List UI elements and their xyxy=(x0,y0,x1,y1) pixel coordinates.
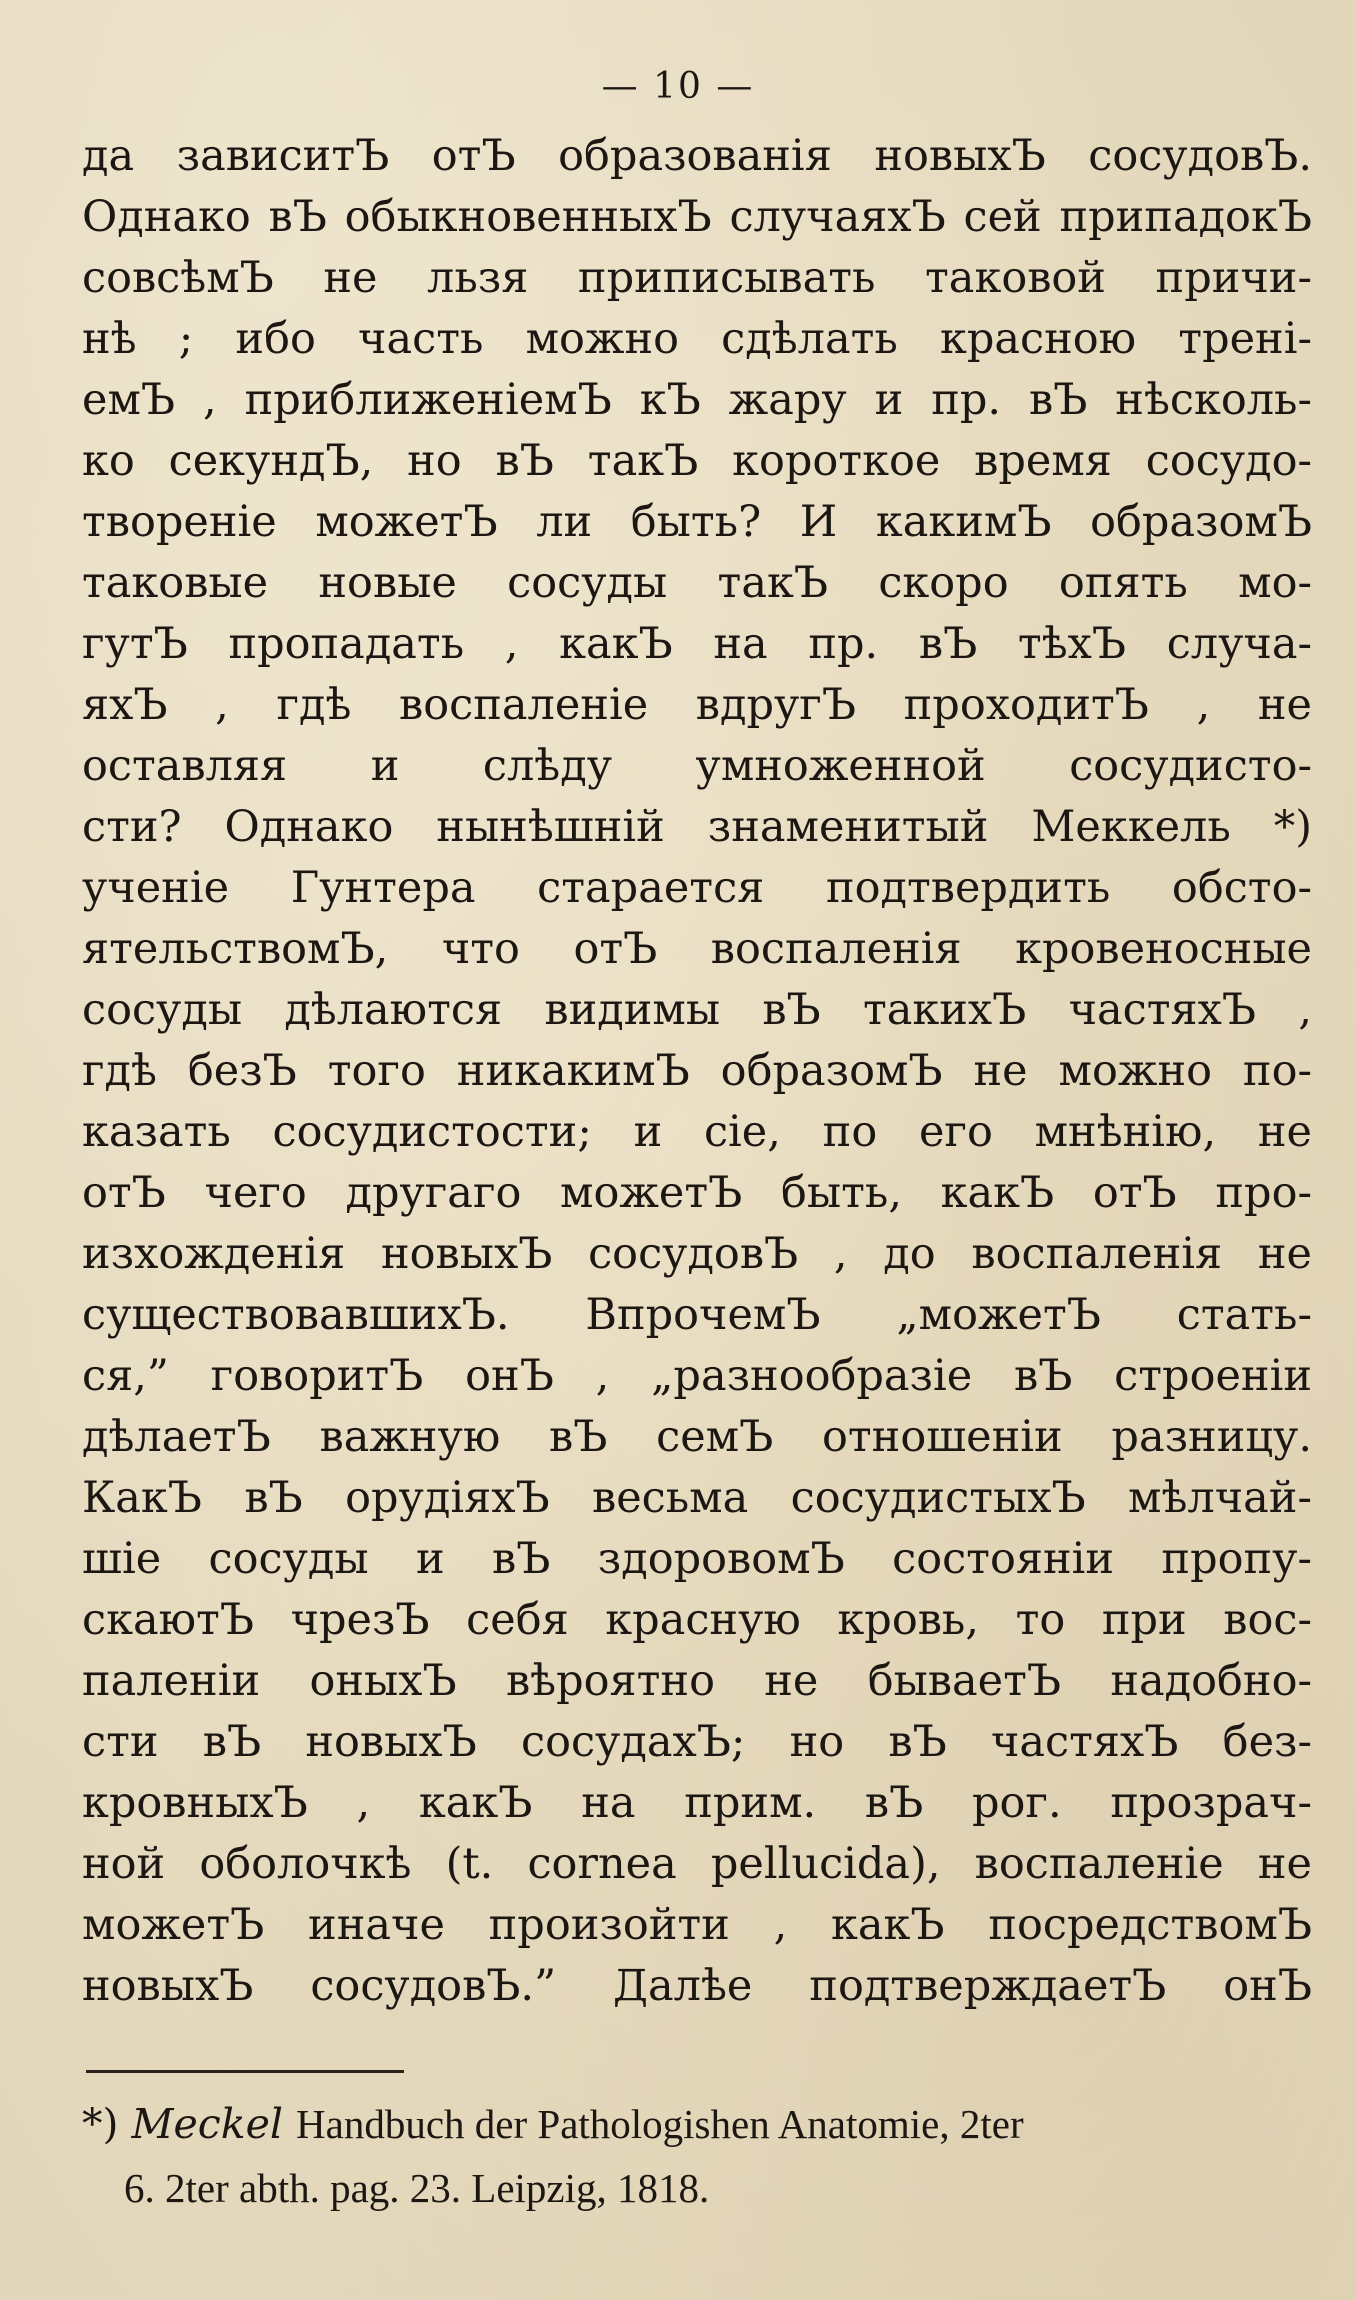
footnote-divider xyxy=(86,2070,404,2073)
body-text xyxy=(82,126,1312,2017)
footnote-line-2: 6. 2ter abth. pag. 23. Leipzig, 1818. xyxy=(124,2165,710,2211)
footnote-line-1 xyxy=(82,2092,1312,2156)
footnote-citation: Handbuch der Pathologishen Anatomie, 2ter xyxy=(296,2101,1024,2147)
text-line: Однако вЪ обыкновенныхЪ случаяхЪ сей припадокЪ xyxy=(82,192,1312,242)
text-line: можетЪ иначе произойти , какЪ посредствомЪ xyxy=(82,1900,1312,1950)
page-number: — 10 — xyxy=(601,66,755,107)
text-line: сосуды дѣлаются видимы вЪ такихЪ частяхЪ , xyxy=(82,985,1312,1035)
text-line: отЪ чего другаго можетЪ быть, какЪ отЪ про- xyxy=(82,1168,1312,1218)
text-line: совсѣмЪ не льзя приписывать таковой причи- xyxy=(82,253,1312,303)
text-line: казать сосудистости; и сіе, по его мнѣнію, не xyxy=(82,1107,1312,1157)
text-line: оставляя и слѣду умноженной сосудисто- xyxy=(82,741,1312,791)
text-line: изхожденія новыхЪ сосудовЪ , до воспаленія не xyxy=(82,1229,1312,1279)
footnote xyxy=(82,2092,1312,2220)
text-line: да зависитЪ отЪ образованія новыхЪ сосудовЪ. xyxy=(82,131,1312,181)
text-line: КакЪ вЪ орудіяхЪ весьма сосудистыхЪ мѣлчай- xyxy=(82,1473,1312,1523)
footnote-author: Meckel xyxy=(131,2100,283,2148)
text-line: нѣ ; ибо часть можно сдѣлать красною трені- xyxy=(82,314,1312,364)
text-line: существовавшихЪ. ВпрочемЪ „можетЪ стать- xyxy=(82,1290,1312,1340)
text-line: гдѣ безЪ того никакимЪ образомЪ не можно по- xyxy=(82,1046,1312,1096)
text-line: скаютЪ чрезЪ себя красную кровь, то при вос- xyxy=(82,1595,1312,1645)
text-line: сти вЪ новыхЪ сосудахЪ; но вЪ частяхЪ без- xyxy=(82,1717,1312,1767)
text-line: твореніе можетЪ ли быть? И какимЪ образомЪ xyxy=(82,497,1312,547)
text-line: ной оболочкѣ (t. cornea pellucida), воспаленіе не xyxy=(82,1839,1312,1889)
text-line: сти? Однако нынѣшній знаменитый Меккель *) xyxy=(82,802,1312,852)
text-line: таковые новые сосуды такЪ скоро опять мо- xyxy=(82,558,1312,608)
text-line: паленіи оныхЪ вѣроятно не бываетЪ надобно- xyxy=(82,1656,1312,1706)
text-line: ятельствомЪ, что отЪ воспаленія кровеносные xyxy=(82,924,1312,974)
footnote-marker: *) xyxy=(82,2100,119,2148)
text-line: новыхЪ сосудовЪ.” Далѣе подтверждаетЪ онЪ xyxy=(82,1961,1312,2011)
text-line: ко секундЪ, но вЪ такЪ короткое время сосудо- xyxy=(82,436,1312,486)
text-line: гутЪ пропадать , какЪ на пр. вЪ тѣхЪ случа- xyxy=(82,619,1312,669)
text-line: дѣлаетЪ важную вЪ семЪ отношеніи разницу. xyxy=(82,1412,1312,1462)
text-line: шіе сосуды и вЪ здоровомЪ состояніи пропу- xyxy=(82,1534,1312,1584)
text-line: ся,” говоритЪ онЪ , „разнообразіе вЪ строеніи xyxy=(82,1351,1312,1401)
text-line: ученіе Гунтера старается подтвердить обсто- xyxy=(82,863,1312,913)
text-line: емЪ , приближеніемЪ кЪ жару и пр. вЪ нѣсколь- xyxy=(82,375,1312,425)
text-line: кровныхЪ , какЪ на прим. вЪ рог. прозрач- xyxy=(82,1778,1312,1828)
text-line: яхЪ , гдѣ воспаленіе вдругЪ проходитЪ , не xyxy=(82,680,1312,730)
